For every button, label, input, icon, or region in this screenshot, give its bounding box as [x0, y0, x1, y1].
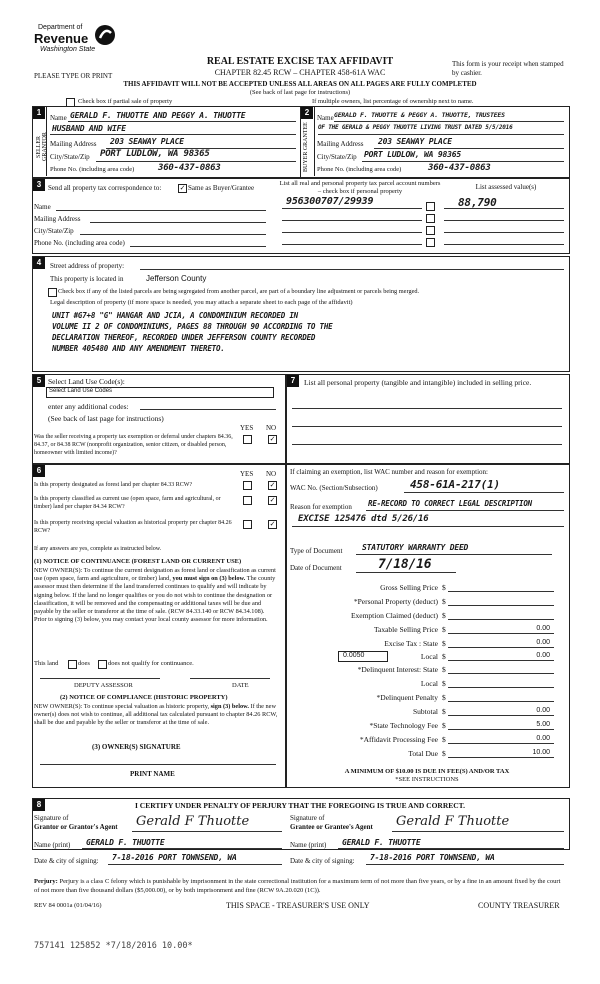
corr-city-line — [80, 234, 266, 235]
grantor-name-line — [82, 848, 282, 849]
grantee-sig-label-2: Grantee or Grantee's Agent — [290, 823, 373, 831]
exemption-dollar: $ — [442, 611, 446, 620]
revenue-swirl-icon — [94, 24, 116, 46]
seller-city-value: PORT LUDLOW, WA 98365 — [100, 149, 210, 159]
buyer-name-value: GERALD F. THUOTTE & PEGGY A. THUOTTE, TRUSTEES — [334, 111, 505, 119]
taxable-dollar: $ — [442, 625, 446, 634]
notice-continuance-c: The county assessor must then determine if the land transferred continues to qualify and will indicate by signing below. If the land no longer qualifies or you do not wish to continue the designation or classification, it will be removed and the compensating or additional taxes will be due and payable by the seller or transferor at the time of sale. (RCW 84.33.140 or RCW 84.34.108). Prior to signing (3) below, you may contact your local county assessor for more information. — [34, 575, 276, 624]
chapter-text: CHAPTER 82.45 RCW – CHAPTER 458-61A WAC — [214, 68, 386, 77]
parcel-personal-checkbox-4[interactable] — [426, 238, 435, 247]
land-use-see-back: (See back of last page for instructions) — [48, 414, 164, 423]
local-label: Local — [420, 652, 438, 661]
grantor-date-label: Date & city of signing: — [34, 857, 99, 865]
delinquent-interest-line — [448, 673, 554, 674]
seller-city-line — [96, 161, 296, 162]
parcel-personal-checkbox-2[interactable] — [426, 214, 435, 223]
see-instructions-text: *SEE INSTRUCTIONS — [395, 776, 459, 783]
local-line — [448, 660, 554, 661]
taxable-label: Taxable Selling Price — [373, 625, 438, 634]
corr-name-label: Name — [34, 203, 51, 211]
buyer-mailing-label: Mailing Address — [317, 140, 364, 148]
parcel-personal-checkbox-3[interactable] — [426, 226, 435, 235]
tech-fee-value: 5.00 — [536, 721, 550, 728]
buyer-city-value: PORT LUDLOW, WA 98365 — [364, 150, 461, 159]
grantor-sig-label-2: Grantor or Grantor's Agent — [34, 823, 118, 831]
notice-compliance-text — [34, 703, 278, 728]
assessed-line-1 — [444, 208, 564, 209]
affidavit-fee-dollar: $ — [442, 735, 446, 744]
subtotal-label: Subtotal — [412, 707, 438, 716]
section-1-badge: 1 — [33, 107, 45, 119]
grantee-date-line — [366, 864, 564, 865]
notice-continuance-a: NEW OWNER(S): To continue the current designation as forest land or classification as current use (open space, farm and agriculture, or timber) land, — [34, 567, 276, 583]
total-due-label: Total Due — [408, 749, 438, 758]
wac-label: WAC No. (Section/Subsection) — [290, 484, 378, 492]
doc-date-label: Date of Document — [290, 564, 342, 572]
street-address-line — [140, 269, 564, 270]
street-address-label: Street address of property: — [50, 262, 125, 270]
send-correspondence-label: Send all property tax correspondence to: — [48, 184, 162, 192]
deputy-assessor-label: DEPUTY ASSESSOR — [74, 682, 133, 689]
section-4-badge: 4 — [33, 257, 45, 269]
grantee-name-label: Name (print) — [290, 841, 327, 849]
assessed-line-2 — [444, 220, 564, 221]
doc-date-value: 7/18/16 — [378, 557, 432, 572]
revenue-logo — [34, 22, 119, 62]
current-use-no-checkbox[interactable]: ✓ — [269, 496, 276, 504]
buyer-phone-value: 360-437-0863 — [428, 163, 491, 173]
perjury-body: Perjury is a class C felony which is punishable by imprisonment in the state correctional institution for a maximum term of not more than five years, or by a fine in an amount fixed by the court of not more than five thousand dollars ($5,000.00), or by both imprisonment and fine (RCW 9A.20.020 (1C)). — [34, 878, 561, 894]
notice-compliance-c: If the new owner(s) does not wish to continue, all additional tax calculated pursuant to chapter 84.26 RCW, shall be due and payable by the seller or transferor at the time of sale. — [34, 703, 278, 727]
notice-compliance-a: NEW OWNER(S): To continue special valuation as historic property, — [34, 703, 210, 710]
corr-phone-label: Phone No. (including area code) — [34, 239, 125, 247]
wac-line — [404, 492, 564, 493]
seller-name-value-2: HUSBAND AND WIFE — [52, 124, 126, 133]
does-label: does — [78, 660, 90, 667]
reason-label: Reason for exemption — [290, 503, 352, 511]
grantee-name-line — [338, 848, 564, 849]
exemption-yes-checkbox[interactable] — [243, 435, 252, 444]
buyer-phone-label: Phone No. (including area code) — [317, 166, 402, 173]
minimum-due-text: A MINIMUM OF $10.00 IS DUE IN FEE(S) AND/OR TAX — [344, 768, 510, 775]
assessed-value: 88,790 — [458, 196, 497, 209]
corr-name-line — [56, 210, 266, 211]
parcel-personal-checkbox-1[interactable] — [426, 202, 435, 211]
please-type-text: PLEASE TYPE OR PRINT — [34, 72, 113, 80]
delinquent-dollar: $ — [442, 665, 446, 674]
tech-fee-label: *State Technology Fee — [369, 721, 438, 730]
grantor-date-value: 7-18-2016 PORT TOWNSEND, WA — [112, 853, 237, 862]
reason-line-2 — [292, 526, 564, 527]
grantor-sig-line — [132, 831, 282, 832]
doc-date-line — [356, 572, 456, 573]
grantee-name-value: GERALD F. THUOTTE — [342, 838, 421, 847]
deputy-date-line — [190, 678, 270, 679]
personal-deduct-line — [448, 605, 554, 606]
penalty-label: *Delinquent Penalty — [376, 693, 438, 702]
doc-type-value: STATUTORY WARRANTY DEED — [362, 543, 469, 552]
deputy-line — [40, 678, 160, 679]
buyer-city-label: City/State/Zip — [317, 153, 357, 161]
reason-value-2: EXCISE 125476 dtd 5/26/16 — [298, 514, 429, 524]
current-use-question: Is this property classified as current use (open space, farm and agricultural, or timber) land per chapter 84.34 RCW? — [34, 496, 221, 510]
subtotal-line — [448, 715, 554, 716]
legal-desc-line-4: NUMBER 405480 AND ANY AMENDMENT THERETO. — [52, 344, 225, 353]
perjury-text — [34, 878, 564, 895]
revenue-text: Revenue — [34, 31, 89, 46]
multiple-owners-label: If multiple owners, list percentage of ownership next to name. — [312, 98, 474, 105]
seller-mailing-label: Mailing Address — [50, 140, 97, 148]
notice-continuance-b: you must sign on (3) below. — [172, 575, 246, 583]
buyer-city-line — [362, 161, 564, 162]
section-7-badge: 7 — [287, 375, 299, 387]
section-3-badge: 3 — [33, 179, 45, 191]
local-2-label: Local — [420, 679, 438, 688]
grantor-signature: Gerald F Thuotte — [136, 814, 250, 829]
seller-phone-label: Phone No. (including area code) — [50, 166, 135, 173]
washington-state-text: Washington State — [40, 46, 96, 53]
forest-land-question: Is this property designated as forest land per chapter 84.33 RCW? — [34, 482, 193, 488]
local-value: 0.00 — [536, 652, 550, 659]
partial-sale-label: Check box if partial sale of property — [78, 98, 173, 105]
owner-signature-label: (3) OWNER(S) SIGNATURE — [92, 743, 181, 751]
exemption-deduct-line — [448, 619, 554, 620]
buyer-mailing-value: 203 SEAWAY PLACE — [378, 137, 452, 146]
land-use-select[interactable] — [46, 387, 274, 398]
seller-name-line — [68, 121, 296, 122]
corr-city-label: City/State/Zip — [34, 227, 74, 235]
receipt-stamp: 757141 125852 *7/18/2016 10.00* — [34, 941, 193, 951]
does-qualify-checkbox[interactable] — [68, 660, 77, 669]
deputy-date-label: DATE — [232, 682, 249, 689]
perjury-bold: Perjury: — [34, 878, 58, 885]
segregated-label: Check box if any of the listed parcels are being segregated from another parcel, are part of a boundary line adjustment or parcels being merged. — [58, 288, 420, 295]
gross-dollar: $ — [442, 583, 446, 592]
grantor-name-value: GERALD F. THUOTTE — [86, 838, 165, 847]
exemption-claim-label: If claiming an exemption, list WAC number and reason for exemption: — [290, 468, 488, 476]
county-value: Jefferson County — [146, 274, 207, 283]
parcel-line-4 — [282, 244, 422, 245]
personal-line-2 — [292, 426, 562, 427]
personal-property-label: List all personal property (tangible and intangible) included in selling price. — [304, 378, 532, 387]
exemption-no-checkbox[interactable]: ✓ — [269, 435, 276, 443]
total-due-line — [448, 757, 554, 758]
assessed-line-3 — [444, 232, 564, 233]
tech-fee-dollar: $ — [442, 721, 446, 730]
land-use-label: Select Land Use Code(s): — [48, 377, 125, 386]
land-use-no-header: NO — [266, 424, 277, 432]
total-due-dollar: $ — [442, 749, 446, 758]
affidavit-fee-label: *Affidavit Processing Fee — [359, 735, 438, 744]
reason-value-1: RE-RECORD TO CORRECT LEGAL DESCRIPTION — [368, 499, 532, 508]
grantor-sig-label-1: Signature of — [34, 814, 69, 822]
buyer-side-label: BUYER GRANTEE — [303, 122, 309, 172]
seller-name-label: Name — [50, 114, 67, 122]
excise-state-dollar: $ — [442, 639, 446, 648]
grantee-sig-label-1: Signature of — [290, 814, 325, 822]
if-yes-text: If any answers are yes, complete as instructed below. — [34, 546, 162, 552]
located-label: This property is located in — [50, 275, 124, 283]
rate-field[interactable] — [338, 651, 388, 662]
subtotal-dollar: $ — [442, 707, 446, 716]
section-6 — [32, 464, 286, 788]
personal-line-3 — [292, 444, 562, 445]
forest-no-checkbox[interactable]: ✓ — [269, 481, 276, 489]
gross-label: Gross Selling Price — [380, 583, 438, 592]
local-2-line — [448, 687, 554, 688]
land-use-select-value: Select Land Use Codes — [49, 388, 113, 394]
warning-text: THIS AFFIDAVIT WILL NOT BE ACCEPTED UNLESS ALL AREAS ON ALL PAGES ARE FULLY COMPLETED — [123, 80, 477, 88]
does-not-qualify-checkbox[interactable] — [98, 660, 107, 669]
notice-compliance-b: sign (3) below. — [210, 703, 249, 710]
seller-name-value: GERALD F. THUOTTE AND PEGGY A. THUOTTE — [70, 111, 246, 120]
s6-no-header: NO — [266, 470, 277, 478]
notice-continuance-title: (1) NOTICE OF CONTINUANCE (FOREST LAND OR CURRENT USE) — [34, 558, 242, 565]
corr-phone-line — [130, 246, 266, 247]
additional-codes-label: enter any additional codes: — [48, 402, 129, 411]
seller-side-rule — [46, 106, 47, 176]
corr-mailing-line — [90, 222, 266, 223]
doc-type-label: Type of Document — [290, 547, 343, 555]
grantee-sig-line — [392, 831, 564, 832]
subtotal-value: 0.00 — [536, 707, 550, 714]
section-2-badge: 2 — [301, 107, 313, 119]
notice-compliance-title: (2) NOTICE OF COMPLIANCE (HISTORIC PROPERTY) — [60, 694, 228, 701]
penalty-line — [448, 701, 554, 702]
forest-yes-checkbox[interactable] — [243, 481, 252, 490]
rev-number: REV 84 0001a (01/04/16) — [34, 902, 102, 909]
land-use-yes-header: YES — [240, 424, 254, 432]
excise-state-value: 0.00 — [536, 639, 550, 646]
corr-mailing-label: Mailing Address — [34, 215, 81, 223]
personal-dollar: $ — [442, 597, 446, 606]
parcel-line-3 — [282, 232, 422, 233]
seller-phone-value: 360-437-0863 — [158, 163, 221, 173]
segregated-checkbox[interactable] — [48, 288, 57, 297]
buyer-name-label: Name — [317, 114, 334, 122]
grantee-date-label: Date & city of signing: — [290, 857, 355, 865]
legal-desc-line-3: DECLARATION THEREOF, RECORDED UNDER JEFFERSON COUNTY RECORDED — [52, 333, 316, 342]
parcel-header: List all real and personal property tax parcel account numbers – check box if personal property — [279, 180, 441, 195]
legal-desc-line-2: VOLUME II 2 OF CONDOMINIUMS, PAGES 88 THROUGH 90 ACCORDING TO THE — [52, 322, 333, 331]
grantee-date-value: 7-18-2016 PORT TOWNSEND, WA — [370, 853, 495, 862]
seller-name-line-2 — [50, 134, 296, 135]
legal-desc-label: Legal description of property (if more space is needed, you may attach a separate sheet to each page of the affidavit) — [50, 299, 353, 306]
section-6-badge: 6 — [33, 465, 45, 477]
s6-yes-header: YES — [240, 470, 254, 478]
seller-mailing-value: 203 SEAWAY PLACE — [110, 137, 184, 146]
grantor-name-label: Name (print) — [34, 841, 71, 849]
parcel-line-2 — [282, 220, 422, 221]
see-back-text: (See back of last page for instructions) — [249, 89, 351, 96]
assessed-line-4 — [444, 244, 564, 245]
buyer-mailing-line — [374, 148, 564, 149]
buyer-side-rule — [314, 106, 315, 176]
excise-state-line — [448, 647, 554, 648]
notice-continuance-text — [34, 567, 278, 624]
buyer-name-value-2: OF THE GERALD & PEGGY THUOTTE LIVING TRUST DATED 5/5/2016 — [318, 124, 513, 131]
assessed-header: List assessed value(s) — [475, 183, 537, 191]
rate-value: 0.0050 — [343, 652, 365, 659]
personal-line-1 — [292, 408, 562, 409]
historical-question: Is this property receiving special valuation as historical property per chapter 84.26 RCW? — [34, 520, 232, 534]
county-treasurer-text: COUNTY TREASURER — [478, 901, 560, 910]
local-2-dollar: $ — [442, 679, 446, 688]
total-due-value: 10.00 — [532, 749, 550, 756]
parcel-line-1 — [282, 208, 422, 209]
form-title: REAL ESTATE EXCISE TAX AFFIDAVIT — [206, 56, 394, 67]
penalty-dollar: $ — [442, 693, 446, 702]
grantee-signature: Gerald F Thuotte — [396, 814, 510, 829]
section-8-badge: 8 — [33, 799, 45, 811]
this-land-label: This land — [34, 660, 59, 667]
doc-type-line — [356, 554, 552, 555]
section-5-badge: 5 — [33, 375, 45, 387]
parcel-value: 956300707/29939 — [286, 196, 374, 207]
same-as-buyer-label: Same as Buyer/Grantee — [188, 184, 255, 192]
legal-desc-line-1: UNIT #G7+8 "G" HANGAR AND JCIA, A CONDOMINIUM RECORDED IN — [52, 311, 298, 320]
grantor-date-line — [108, 864, 282, 865]
owner-sig-line — [40, 764, 276, 765]
reason-line-1 — [366, 510, 564, 511]
tech-fee-line — [448, 729, 554, 730]
does-not-label: does not qualify for continuance. — [108, 660, 194, 667]
same-as-buyer-checkbox[interactable]: ✓ — [179, 184, 186, 192]
buyer-name-line — [334, 121, 564, 122]
delinquent-interest-label: *Delinquent Interest: State — [357, 665, 438, 674]
historical-no-checkbox[interactable]: ✓ — [269, 520, 276, 528]
exemption-deduct-label: Exemption Claimed (deduct) — [350, 611, 438, 620]
affidavit-fee-line — [448, 743, 554, 744]
local-dollar: $ — [442, 652, 446, 661]
excise-state-label: Excise Tax : State — [384, 639, 438, 648]
affidavit-fee-value: 0.00 — [536, 735, 550, 742]
historical-yes-checkbox[interactable] — [243, 520, 252, 529]
receipt-text: This form is your receipt when stamped by cashier. — [452, 60, 564, 77]
seller-city-label: City/State/Zip — [50, 153, 90, 161]
gross-line — [448, 591, 554, 592]
seller-side-label: SELLER GRANTOR — [36, 132, 48, 162]
current-use-yes-checkbox[interactable] — [243, 496, 252, 505]
buyer-name-line-2 — [318, 134, 564, 135]
certify-text: I CERTIFY UNDER PENALTY OF PERJURY THAT THE FOREGOING IS TRUE AND CORRECT. — [134, 801, 465, 810]
print-name-label: PRINT NAME — [130, 770, 175, 778]
exemption-question: Was the seller receiving a property tax exemption or deferral under chapters 84.36, 84.37, or 84.38 RCW (nonprofit organization, senior citizen, or disabled person, homeowner with limited income)? — [34, 434, 233, 456]
treasurer-use-text: THIS SPACE - TREASURER'S USE ONLY — [226, 901, 370, 910]
dept-of-text: Department of — [38, 24, 83, 31]
taxable-line — [448, 633, 554, 634]
personal-deduct-label: *Personal Property (deduct) — [353, 597, 438, 606]
wac-value: 458-61A-217(1) — [410, 478, 500, 491]
taxable-value: 0.00 — [536, 625, 550, 632]
additional-codes-line — [140, 409, 276, 410]
